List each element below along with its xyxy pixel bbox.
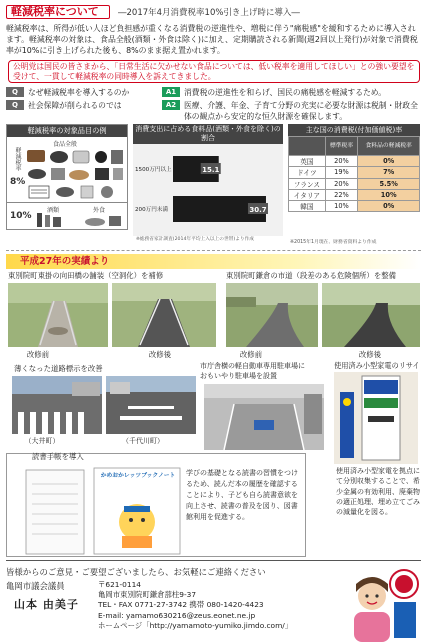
photo-bridge-before	[8, 283, 108, 347]
caption-road-marking: 薄くなった道路標示を改善	[14, 364, 103, 373]
food-share-chart	[133, 124, 283, 242]
table-cell: ドイツ	[289, 167, 326, 178]
table-cell: イタリア	[289, 189, 326, 200]
vat-table-title: 主な国の消費税(付加価値税)率	[288, 124, 420, 136]
table-cell: 22%	[325, 189, 358, 200]
photo-road-before	[226, 283, 318, 347]
address: 亀岡市東別院町鎌倉蔀柱9-37	[98, 590, 197, 600]
photo-recycle-box	[334, 372, 418, 464]
chart-plot	[133, 144, 283, 236]
table-cell: 10%	[325, 201, 358, 212]
answer-2	[162, 100, 420, 122]
chart-value-label: 15.1	[202, 166, 220, 174]
table-cell: 7%	[358, 167, 420, 178]
table-row	[289, 189, 420, 200]
q-badge: Q	[6, 87, 24, 97]
intro-text: 軽減税率は、所得が低い人ほど負担感が重くなる消費税の逆進性や、増税に伴う"痛税感"を緩和するために導入されます。軽減税率の対象は、食品全般(酒類・外食は除く)に加え、定期購読される新聞(週2回以上発行)が対象で消費税率が10%に引き上げられた後も、8%のまま据え置かれます。	[6, 24, 418, 56]
results-title: 平成27年の実績より	[6, 254, 421, 269]
photo-compassion-parking	[204, 384, 324, 450]
table-cell: 5.5%	[358, 178, 420, 189]
contact-invite: 皆様からのご意見・ご要望ございましたら、お気軽にご連絡ください	[6, 567, 266, 577]
email-link[interactable]: E-mail: yamamo630216@zeus.eonet.ne.jp	[98, 610, 256, 620]
a2-badge: A2	[162, 100, 180, 110]
office-title: 亀岡市議会議員	[6, 581, 65, 591]
chart-category-label: 200万円未満	[135, 207, 169, 213]
chart-category-label: 1500万円以上	[135, 167, 172, 173]
chart-value-label: 30.7	[249, 206, 267, 214]
a1-badge: A1	[162, 87, 180, 97]
website-link[interactable]: ホームページ「http://yamamoto-yumiko.jimdo.com/」	[98, 620, 293, 630]
footer-divider	[6, 560, 421, 561]
table-row	[289, 178, 420, 189]
food-label: 食品全般	[53, 141, 78, 148]
q-badge: Q	[6, 100, 24, 110]
phone: TEL・FAX 0771-27-3742 携帯 080-1420-4423	[98, 600, 264, 610]
label-before: 改修前	[26, 350, 50, 359]
section-divider	[6, 250, 421, 251]
caption-recycle: 使用済み小型家電のリサイ	[334, 361, 420, 370]
question-2-text: 社会保障が削られるのでは	[28, 101, 122, 110]
place-oi: （大井町）	[24, 437, 60, 445]
items-panel-title: 軽減税率の対象品目の例	[7, 125, 127, 137]
photo-notebook-cover	[92, 466, 182, 556]
photo-marking-oi	[12, 376, 102, 434]
caption-road-repair: 東別院町鎌倉の市道（段差のある危険個所）を整備	[226, 271, 396, 280]
table-header	[289, 137, 326, 156]
photo-marking-chiyokawa	[106, 376, 196, 434]
vat-rate-table	[288, 136, 420, 212]
answer-1-text: 消費税の逆進性を和らげ、国民の痛税感を軽減するため。	[184, 88, 387, 97]
question-1-text: なぜ軽減税率を導入するのか	[28, 88, 130, 97]
caption-parking: 市庁舎横の軽自動車専用駐車場におもいやり駐車場を設置	[200, 362, 305, 380]
table-cell: フランス	[289, 178, 326, 189]
table-cell: 韓国	[289, 201, 326, 212]
table-row	[289, 167, 420, 178]
food-items-illustration	[25, 148, 125, 200]
chart-title: 消費支出に占める食料品(酒類・外食を除く)の割合	[133, 124, 283, 144]
table-header: 標準税率	[325, 137, 358, 156]
section-subtitle: ―2017年4月消費税率10%引き上げ時に導入―	[118, 8, 300, 18]
answer-1	[162, 87, 420, 98]
notebook-title: かめおかレッツブックノート	[100, 473, 176, 479]
table-cell: 19%	[325, 167, 358, 178]
answer-2-text: 医療、介護、年金、子育て分野の充実に必要な財源は税制・財政全体の観点から安定的な恒久財源を確保します。	[184, 101, 418, 121]
vat-rate-table-panel	[288, 124, 420, 212]
alcohol-label: 酒類	[47, 207, 60, 214]
label-before: 改修前	[239, 350, 263, 359]
reduced-rate-label: 軽減税率	[14, 147, 21, 171]
postal-code: 〒621-0114	[98, 580, 141, 589]
rate-8-label: 8%	[10, 177, 26, 187]
vat-table-note: ※2015年1月現在、財務省資料より作成	[290, 240, 377, 245]
table-cell: 20%	[325, 156, 358, 167]
question-2	[6, 100, 162, 111]
table-row	[289, 201, 420, 212]
table-cell: 20%	[325, 178, 358, 189]
chart-note: ※総務省家計調査(2014年平均上入以上の世帯)より作成	[136, 237, 254, 242]
label-after: 改修後	[148, 350, 172, 359]
place-chiyokawa: （千代川町）	[122, 437, 164, 445]
table-row	[289, 156, 420, 167]
label-after: 改修後	[358, 350, 382, 359]
table-cell: 0%	[358, 156, 420, 167]
recycle-description: 使用済み小型家電を拠点にて分別収集することで、希少金属の有効利用、廃棄物の適正処理、埋め立てごみの減量化を図る。	[336, 467, 420, 517]
contact-block	[98, 580, 338, 631]
section-title: 軽減税率について	[6, 5, 110, 19]
photo-bridge-after	[112, 283, 216, 347]
photo-road-after	[322, 283, 420, 347]
rate-10-label: 10%	[10, 211, 32, 221]
quote-text: 公明党は国民の皆さまから、「日常生活に欠かせない食品については、低い税率を適用してほしい」との強い要望を受けて、一貫して軽減税率の同時導入を訴えてきました。	[13, 62, 415, 81]
table-cell: 10%	[358, 189, 420, 200]
table-cell: 英国	[289, 156, 326, 167]
table-cell: 0%	[358, 201, 420, 212]
photo-notebook-left	[22, 466, 88, 556]
council-member-name: 山本 由美子	[14, 598, 79, 611]
mascot-illustration	[344, 568, 420, 642]
table-header: 食料品の軽減税率	[358, 137, 420, 156]
quote-box	[8, 60, 420, 83]
question-1	[6, 87, 162, 98]
dining-label: 外食	[93, 207, 106, 214]
reading-description: 学びの基礎となる読書の習慣をつけるため、読んだ本の履歴を確認することにより、子ども自ら読書意欲を向上させ、読書の普及を図り、図書館利用を促進する。	[186, 469, 298, 521]
caption-bridge-repair: 東別院町東掛の向田橋の舗装（空洞化）を補修	[8, 271, 164, 280]
reduced-items-panel	[6, 124, 128, 230]
caption-reading: 読書手帳を導入	[32, 452, 84, 461]
alcohol-dining-illustration	[33, 212, 125, 228]
